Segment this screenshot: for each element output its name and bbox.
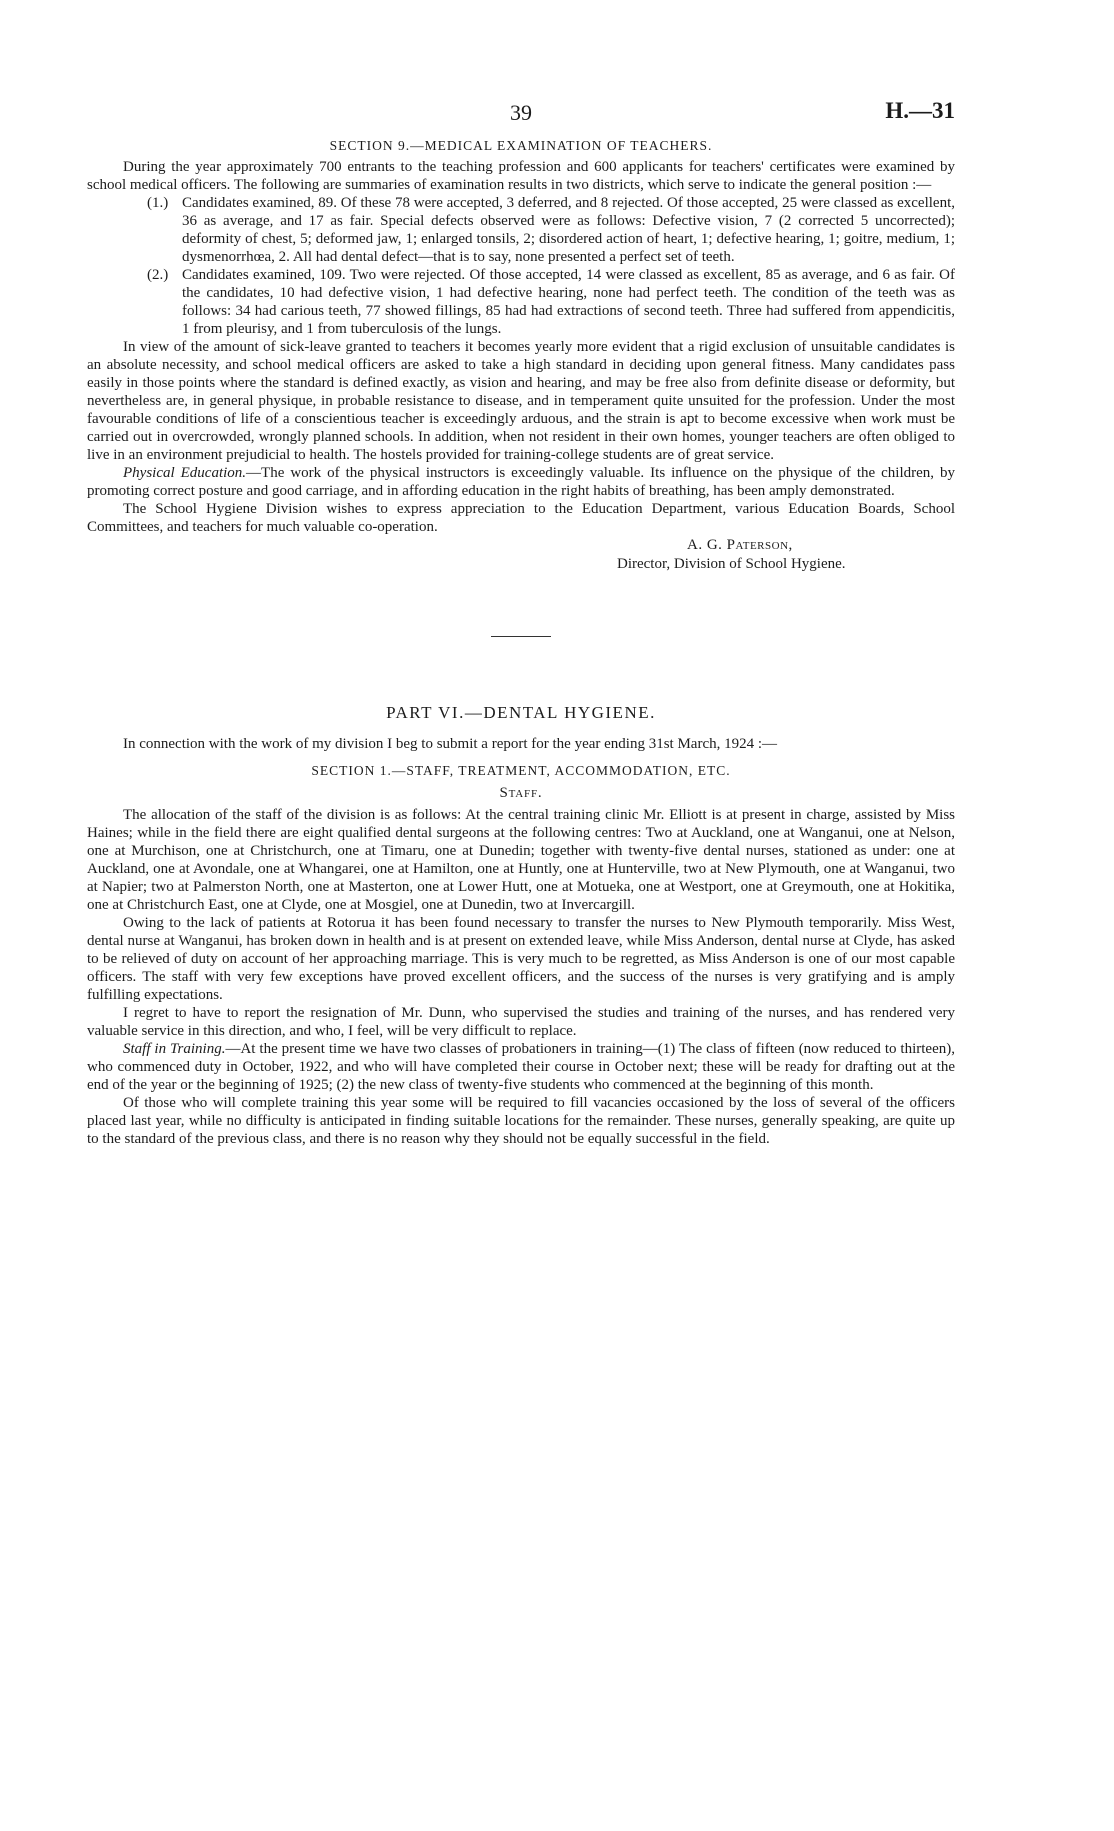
section-1-heading: SECTION 1.—STAFF, TREATMENT, ACCOMMODATION, ETC. <box>311 763 731 778</box>
section-divider <box>491 636 551 637</box>
list-text: Candidates examined, 89. Of these 78 were accepted, 3 deferred, and 8 rejected. Of those accepted, 25 were classed as excellent, 36 as average, and 17 as fair. Special defects observed were as follows: Defective vision, 7 (2 corrected 5 uncorrected); deformity of chest, 5; deformed jaw, 1; enlarged tonsils, 2; disordered action of heart, 1; defective hearing, 1; goitre, medium, 1; dysmenorrhœa, 2. All had dental defect—that is to say, none presented a perfect set of teeth. <box>182 195 955 265</box>
staff-in-training-paragraph <box>87 1040 955 1094</box>
signature-block <box>617 536 955 574</box>
list-number: (2.) <box>147 267 169 283</box>
document-page <box>87 96 955 1148</box>
district-2-summary <box>147 266 955 338</box>
part-6-heading: PART VI.—DENTAL HYGIENE. <box>386 703 656 722</box>
signature-name: A. G. Paterson, <box>687 537 793 553</box>
sick-leave-paragraph: In view of the amount of sick-leave granted to teachers it becomes yearly more evident that a rigid exclusion of unsuitable candidates is an absolute necessity, and school medical officers are asked to take a high standard in deciding upon general fitness. Many candidates pass easily in those points where the standard is defined exactly, as vision and hearing, and may be free also from definite disease or deformity, but nevertheless are, in general physique, in probable resistance to disease, and in temperament quite unsuited for the profession. Under the most favourable conditions of life of a conscientious teacher is exceedingly arduous, and the strain is apt to become excessive when work must be carried out in overcrowded, wrongly planned schools. In addition, when not resident in their own homes, younger teachers are often obliged to live in an environment prejudicial to health. The hostels provided for training-college students are of great service. <box>87 339 955 463</box>
staff-allocation-paragraph: The allocation of the staff of the division is as follows: At the central training clinic Mr. Elliott is at present in charge, assisted by Miss Haines; while in the field there are eight qualified dental surgeons at the following centres: Two at Auckland, one at Wanganui, one at Nelson, one at Murchison, one at Christchurch, one at Timaru, one at Dunedin; together with twenty-five dental nurses, stationed as under: one at Auckland, one at Avondale, one at Whangarei, one at Hamilton, one at Huntly, one at Hunterville, two at New Plymouth, one at Wanganui, two at Napier; two at Palmerston North, one at Masterton, one at Lower Hutt, one at Motueka, one at Westport, one at Greymouth, one at Hokitika, one at Christchurch East, one at Clyde, one at Mosgiel, one at Dunedin, two at Invercargill. <box>87 807 955 913</box>
district-1-summary <box>147 194 955 266</box>
list-number: (1.) <box>147 195 169 211</box>
list-text: Candidates examined, 109. Two were rejected. Of those accepted, 14 were classed as excellent, 85 as average, and 6 as fair. Of the candidates, 10 had defective vision, 1 had defective hearing, none had perfect teeth. The condition of the teeth was as follows: 34 had carious teeth, 77 showed fillings, 85 had had extractions of second teeth. Three had suffered from appendicitis, 1 from pleurisy, and 1 from tuberculosis of the lungs. <box>182 267 955 337</box>
staff-heading: Staff. <box>499 785 543 801</box>
physical-education-text: —The work of the physical instructors is exceedingly valuable. Its influence on the physique of the children, by promoting correct posture and good carriage, and in affording education in the right habits of breathing, has been amply demonstrated. <box>87 465 955 499</box>
document-code: H.—31 <box>885 98 955 123</box>
signature-title: Director, Division of School Hygiene. <box>617 556 846 572</box>
section-9-heading: SECTION 9.—MEDICAL EXAMINATION OF TEACHERS. <box>329 138 713 153</box>
staff-in-training-text: —At the present time we have two classes of probationers in training—(1) The class of fifteen (now reduced to thirteen), who commenced duty in October, 1922, and who will have completed their course in October next; these will be ready for drafting out at the end of the year or the beginning of 1925; (2) the new class of twenty-five students who commenced at the beginning of this month. <box>87 1041 955 1093</box>
appreciation-paragraph: The School Hygiene Division wishes to express appreciation to the Education Department, various Education Boards, School Committees, and teachers for much valuable co-operation. <box>87 501 955 535</box>
resignation-paragraph: I regret to have to report the resignation of Mr. Dunn, who supervised the studies and training of the nurses, and has rendered very valuable service in this direction, and who, I feel, will be very difficult to replace. <box>87 1005 955 1039</box>
section-9-intro: During the year approximately 700 entrants to the teaching profession and 600 applicants for teachers' certificates were examined by school medical officers. The following are summaries of examination results in two districts, which serve to indicate the general position :— <box>87 159 955 193</box>
physical-education-lead: Physical Education. <box>123 465 247 481</box>
physical-education-paragraph <box>87 464 955 500</box>
page-header <box>87 96 955 128</box>
page-number: 39 <box>510 100 532 125</box>
staff-in-training-lead: Staff in Training. <box>123 1041 226 1057</box>
part-6-intro: In connection with the work of my division I beg to submit a report for the year ending 31st March, 1924 :— <box>123 736 778 752</box>
completion-paragraph: Of those who will complete training this year some will be required to fill vacancies occasioned by the loss of several of the officers placed last year, while no difficulty is anticipated in finding suitable locations for the remainder. These nurses, generally speaking, are quite up to the standard of the previous class, and there is no reason why they should not be equally successful in the field. <box>87 1095 955 1147</box>
rotorua-paragraph: Owing to the lack of patients at Rotorua it has been found necessary to transfer the nurses to New Plymouth temporarily. Miss West, dental nurse at Wanganui, has broken down in health and is at present on extended leave, while Miss Anderson, dental nurse at Clyde, has asked to be relieved of duty on account of her approaching marriage. This is very much to be regretted, as Miss Anderson is one of our most capable officers. The staff with very few exceptions have proved excellent officers, and the success of the nurses is very gratifying and is amply fulfilling expectations. <box>87 915 955 1003</box>
